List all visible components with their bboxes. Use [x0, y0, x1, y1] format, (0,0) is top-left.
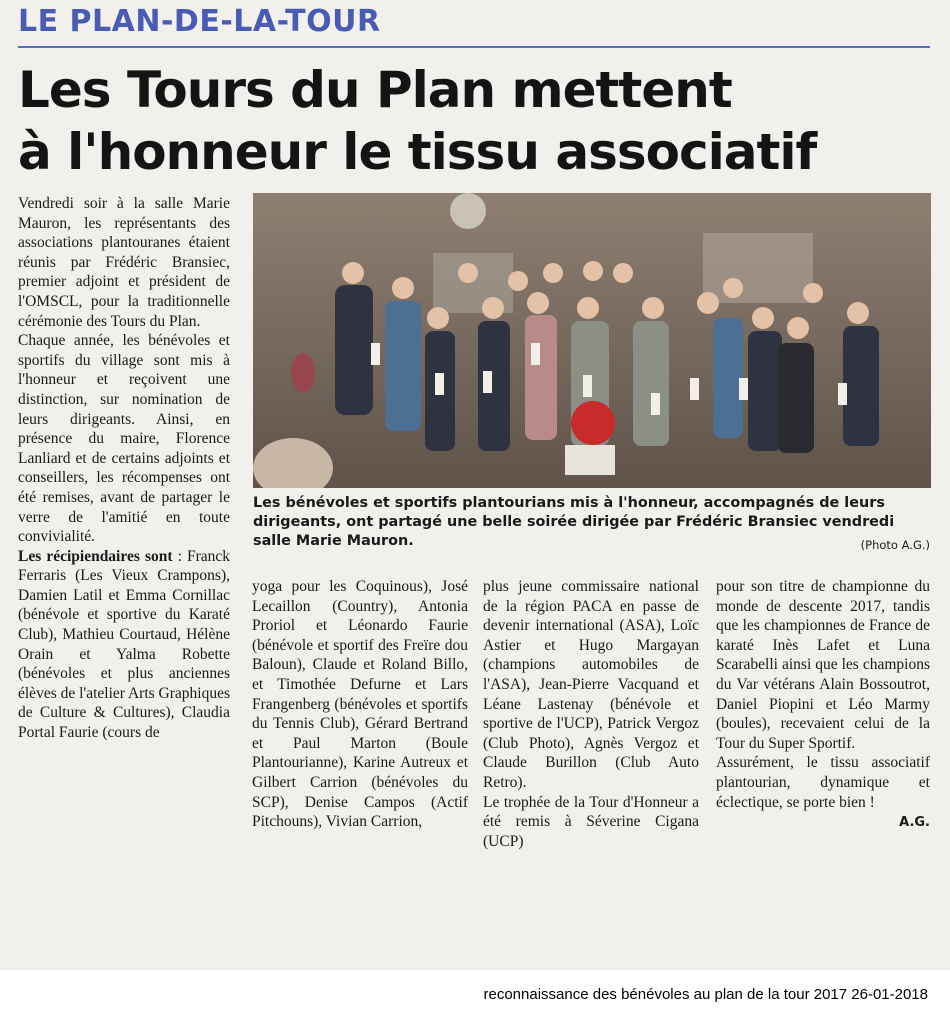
champions-paragraph: pour son titre de championne du monde de descente 2017, tandis que les championnes de France de karaté Inès Lafet et Luna Scarabelli ainsi que les champions du Var vétérans Alain Bossoutrot, Daniel Piopini et Léo Marmy (boules), recevaient celui de la Tour du Super Sportif. [716, 578, 930, 752]
recipients-list-3: plus jeune commissaire national de la région PACA en passe de devenir international (ASA), Loïc Astier et Hugo Margayan (champions automobiles de l'ASA), Jean-Pierre Vacquand et Léane Lastenay (bénévole et sportive de l'UCP), Patrick Vergoz (Club Photo), Agnès Vergoz et Claude Burillon (Club Auto Retro). [483, 578, 699, 791]
headline-line-2: à l'honneur le tissu associatif [18, 123, 817, 181]
article-column-2 [252, 577, 468, 832]
group-photo-image [253, 193, 931, 488]
tour-honneur-paragraph: Le trophée de la Tour d'Honneur a été remis à Séverine Cigana (UCP) [483, 793, 699, 850]
author-signature: A.G. [899, 815, 930, 831]
recipients-list-2: yoga pour les Coquinous), José Lecaillon (Country), Antonia Proriol et Léonardo Faurie (bénévole et sportif des Freïre dou Baloun), Claude et Roland Billo, et Timothée Defurne et Lars Frangenberg (bénévoles et sportifs du Tennis Club), Gérard Bertrand et Paul Marton (Boule Plantourianne), Karine Autreux et Gilbert Carrion (bénévoles du SCP), Denise Campos (Actif Pitchouns), Vivian Carrion, [252, 578, 468, 831]
section-rule [18, 46, 930, 48]
closing-text: Assurément, le tissu associatif plantourian, dynamique et éclectique, se porte bien ! [716, 754, 930, 811]
recipients-lead: Les récipiendaires sont [18, 547, 173, 565]
recipients-list-1: : Franck Ferraris (Les Vieux Crampons), Damien Latil et Emma Cornillac (bénévole et sportive du Karaté Club), Mathieu Courtaud, Hélène Orain et Yalma Robette (bénévoles et plus anciennes élèves de l'atelier Arts Graphiques de Culture & Cultures), Claudia Portal Faurie (cours de [18, 547, 230, 742]
headline-line-1: Les Tours du Plan mettent [18, 61, 732, 119]
document-footer: reconnaissance des bénévoles au plan de la tour 2017 26-01-2018 [483, 986, 928, 1003]
photo-credit: (Photo A.G.) [860, 538, 930, 552]
article-column-3 [483, 577, 699, 851]
header-bar [0, 0, 950, 48]
ceremony-paragraph: Chaque année, les bénévoles et sportifs du village sont mis à l'honneur et reçoivent une distinction, sur nomination de leurs dirigeants. Ainsi, en présence du maire, Florence Lanliard et de certains adjoints et conseillers, les récompenses ont été remises, avant de partager le verre de l'amitié en toute convivialité. [18, 332, 230, 546]
closing-paragraph [716, 753, 930, 812]
article-column-4 [716, 577, 930, 833]
photo-caption: Les bénévoles et sportifs plantourians mis à l'honneur, accompagnés de leurs dirigeants, ont partagé une belle soirée dirigée par Frédéric Bransiec vendredi salle Marie Mauron. [253, 495, 895, 549]
section-title: LE PLAN-DE-LA-TOUR [18, 4, 381, 39]
recipients-paragraph [18, 547, 230, 743]
group-photo [253, 193, 931, 488]
article-column-1 [18, 194, 230, 743]
intro-paragraph: Vendredi soir à la salle Marie Mauron, les représentants des associations plantouranes étaient réunis par Frédéric Bransiec, premier adjoint et président de l'OMSCL, pour la traditionnelle cérémonie des Tours du Plan. [18, 195, 230, 330]
signature-line [716, 812, 930, 833]
